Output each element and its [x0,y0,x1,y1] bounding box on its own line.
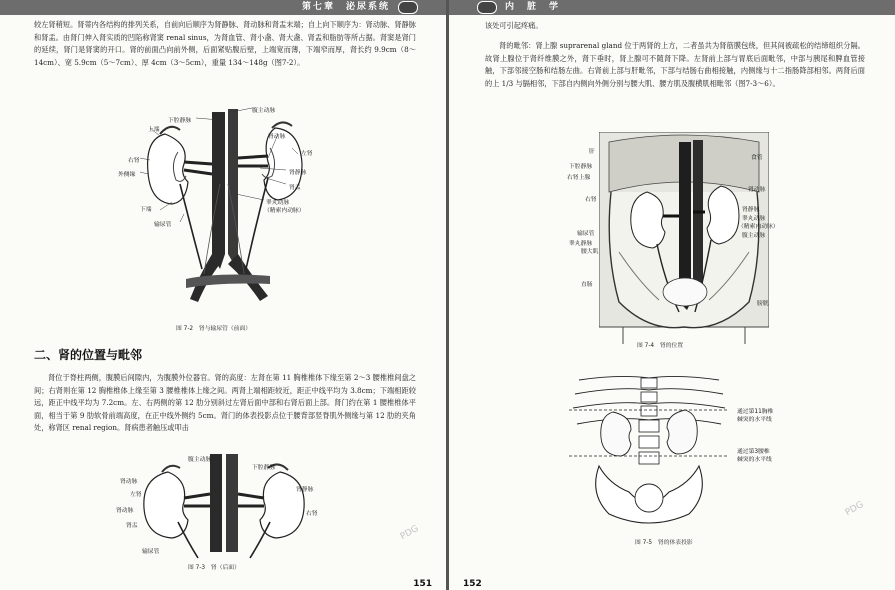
fig2-label-left-kidney: 左肾 [301,151,313,157]
fig4-label-rectum: 直肠 [581,282,593,288]
fig3-label-renal-artery-2: 肾动脉 [116,508,134,514]
fig3-label-right-kidney: 右肾 [306,511,318,517]
figure-caption-7-2: 图 7-2 肾与输尿管（前面） [176,326,252,332]
page-number-left: 151 [413,579,432,589]
fig4-label-abdominal-aorta: 腹主动脉 [742,233,766,239]
header-text: 第七章 泌尿系统 [301,2,390,12]
section-heading: 二、肾的位置与毗邻 [34,348,143,362]
fig4-label-ureter: 输尿管 [577,231,595,237]
fig4-label-spermatic-artery: （精索内动脉） [738,224,779,230]
fig2-label-upper-pole: 上端 [148,127,160,133]
running-header-left [0,0,446,15]
fig4-label-renal-vein: 肾静脉 [742,207,760,213]
figure-kidney-ureter-anterior [120,104,350,319]
fig4-label-right-kidney: 右肾 [585,197,597,203]
fig3-label-renal-pelvis: 肾盂 [126,523,138,529]
figure-kidney-surface-projection [569,374,729,532]
fig4-label-renal-artery: 肾动脉 [748,187,766,193]
fig2-label-lower-pole: 下端 [140,207,152,213]
fig4-label-psoas: 腰大肌 [581,249,599,255]
fig4-label-right-adrenal: 右肾上腺 [567,175,591,181]
fig3-label-ivc: 下腔静脉 [252,465,276,471]
body-paragraph-4: 肾的毗邻：肾上腺 suprarenal gland 位于两肾的上方，二者虽共为肾筋膜包绕，但其间被疏松的结缔组织分隔。故肾上腺位于肾纤维膜之外，肾下垂时，肾上腺可不随肾下降。左肾前上部与胃底后面毗邻，中部与胰尾和脾血管接触，下部邻接空肠和结肠左曲。右肾前上部与肝毗邻，下部与结肠右曲相接触，内侧缘与十二指肠降部相邻。两肾后面的上 1/3 与膈相邻，下部自内侧向外侧分别与腰大肌、腰方肌及腹横肌相毗邻（图7-3～6）。 [485,41,865,88]
figure-caption-7-3: 图 7-3 肾（后面） [188,565,240,571]
fig3-label-left-kidney: 左肾 [130,492,142,498]
fig3-label-renal-artery: 肾动脉 [120,479,138,485]
fig5-label-line2a: 通过第3腰椎 [737,449,770,455]
fig3-label-ureter: 输尿管 [142,549,160,555]
fig4-label-bladder: 膀胱 [757,301,769,307]
fig3-label-renal-vein: 肾静脉 [296,487,314,493]
fig2-label-ivc: 下腔静脉 [168,118,192,124]
fig4-label-liver: 肝 [589,149,595,155]
fig3-label-abdominal-aorta: 腹主动脉 [188,457,212,463]
fig4-label-ivc: 下腔静脉 [569,164,593,170]
body-paragraph-2: 肾位于脊柱两侧，腹膜后间隙内，为腹膜外位器官。肾的高度：左肾在第 11 胸椎椎体下缘至第 2～3 腰椎椎间盘之间；右肾则在第 12 胸椎椎体上缘至第 3 腰椎椎体上缘之间。两肾上端相距较近，距正中线平均为 3.8cm；下端相距较远，距正中线平均为 7.2cm。左、右两侧的第 12 肋分别斜过左肾后面中部和右肾后面上部。肾门约在第 1 腰椎椎体平面，相当于第 9 肋软骨前端高度，在正中线外侧约 5cm。肾门的体表投影点位于腰背部竖脊肌外侧缘与第 12 肋的夹角处，称肾区 renal region。肾病患者触压或叩击 [34,373,416,433]
body-paragraph-1: 较左肾稍短。肾蒂内各结构的排列关系，自前向后顺序为肾静脉、肾动脉和肾盂末端；自上向下顺序为：肾动脉、肾静脉和肾盂。由肾门伸入肾实质的凹陷称肾窦 renal sinus，为肾血管、肾小盏、肾大盏、肾盂和脂肪等所占据。肾窦是肾门的延续，肾门是肾窦的开口。肾的前面凸向前外侧，后面紧贴腹后壁，上端宽而薄，下端窄而厚，肾长约 9.9cm（8～14cm）、宽 5.9cm（5～7cm）、厚 4cm（3～5cm），重量 134～148g（图7-2）。 [34,20,416,67]
fig2-label-testicular-artery: 睾丸动脉 [266,200,290,206]
page-152 [449,0,895,590]
fig2-label-ureter: 输尿管 [154,222,172,228]
fig4-label-esophagus: 食管 [751,155,763,161]
page-number-right: 152 [463,579,482,589]
fig2-label-renal-artery: 肾动脉 [268,134,286,140]
fig2-label-renal-vein: 肾静脉 [289,170,307,176]
running-header-right [449,0,895,15]
page-151 [0,0,446,590]
publisher-logo-icon [398,1,418,14]
figure-caption-7-5: 图 7-5 肾的体表投影 [635,540,693,546]
fig2-label-spermatic-artery: （精索内动脉） [264,208,305,214]
header-text: 内 脏 学 [505,2,561,12]
fig2-label-renal-pelvis: 肾盂 [289,185,301,191]
fig2-label-abdominal-aorta: 腹主动脉 [252,108,276,114]
watermark-pdg-right: PDG [843,499,866,519]
figure-caption-7-4: 图 7-4 肾的位置 [637,343,684,349]
fig5-label-line2b: 棘突的水平线 [737,457,772,463]
fig4-label-testicular-artery: 睾丸动脉 [742,216,766,222]
body-paragraph-3: 该处可引起疼痛。 [485,21,543,30]
fig2-label-right-kidney: 右肾 [128,158,140,164]
figure-kidney-posterior [118,452,338,560]
fig2-label-lateral-border: 外侧缘 [118,172,136,178]
fig4-label-testicular-vein: 睾丸静脉 [569,241,593,247]
publisher-logo-icon [477,1,497,14]
watermark-pdg-left: PDG [398,523,421,543]
fig5-label-line1b: 棘突的水平线 [737,417,772,423]
fig5-label-line1a: 通过第11胸椎 [737,409,774,415]
